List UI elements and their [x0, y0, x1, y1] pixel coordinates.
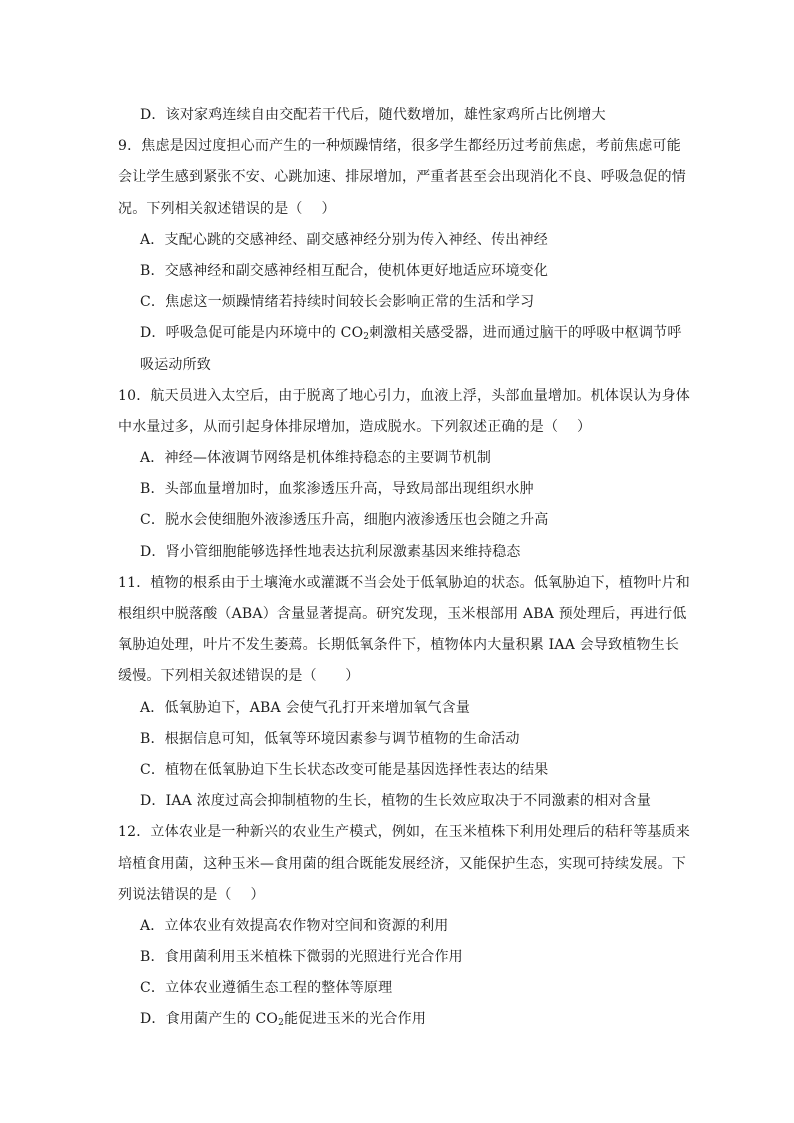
- q12-option-d-subscript: 2: [278, 1018, 285, 1029]
- q12-option-d: [118, 1004, 678, 1035]
- q12-option-a: A．立体农业有效提高农作物对空间和资源的利用: [140, 917, 449, 934]
- q12-stem-line-1: 12．立体农业是一种新兴的农业生产模式，例如，在玉米植株下利用处理后的秸秆等基质来: [118, 824, 691, 841]
- q11-option-c: C．植物在低氧胁迫下生长状态改变可能是基因选择性表达的结果: [140, 761, 549, 778]
- exam-page: [118, 100, 691, 1036]
- q8-option-d: D．该对家鸡连续自由交配若干代后，随代数增加，雄性家鸡所占比例增大: [140, 107, 606, 123]
- q10-option-c: C．脱水会使细胞外液渗透压升高，细胞内液渗透压也会随之升高: [140, 512, 549, 529]
- q10-option-b: B．头部血量增加时，血浆渗透压升高，导致局部出现组织水肿: [140, 481, 534, 498]
- q11-option-b: B．根据信息可知，低氧等环境因素参与调节植物的生命活动: [140, 730, 520, 747]
- q11-stem-line-3: 氧胁迫处理，叶片不发生萎蔫。长期低氧条件下，植物体内大量积累 IAA 会导致植物生长: [118, 637, 680, 654]
- q9-option-d-subscript: 2: [363, 332, 370, 343]
- q9-option-a: A．支配心跳的交感神经、副交感神经分别为传入神经、传出神经: [140, 231, 548, 248]
- q10-stem-line-1: 10．航天员进入太空后，由于脱离了地心引力，血液上浮，头部血量增加。机体误认为身体: [118, 387, 691, 404]
- q9-stem-line-2: 会让学生感到紧张不安、心跳加速、排尿增加，严重者甚至会出现消化不良、呼吸急促的情: [118, 169, 686, 186]
- q9-option-d-post: 刺激相关感受器，进而通过脑干的呼吸中枢调节呼: [369, 325, 682, 342]
- q9-option-d-pre: D．呼吸急促可能是内环境中的 CO: [140, 325, 364, 342]
- q10-option-a: A．神经—体液调节网络是机体维持稳态的主要调节机制: [140, 450, 492, 467]
- q12-option-d-post: 能促进玉米的光合作用: [284, 1011, 427, 1028]
- q9-option-c: C．焦虑这一烦躁情绪若持续时间较长会影响正常的生活和学习: [140, 294, 535, 311]
- q12-stem-line-3: 列说法错误的是（ ）: [118, 886, 265, 903]
- q10-stem-line-2: 中水量过多，从而引起身体排尿增加，造成脱水。下列叙述正确的是（ ）: [118, 418, 592, 435]
- q11-stem-line-1: 11．植物的根系由于土壤淹水或灌溉不当会处于低氧胁迫的状态。低氧胁迫下，植物叶片和: [118, 574, 691, 591]
- q11-option-d: D．IAA 浓度过高会抑制植物的生长，植物的生长效应取决于不同激素的相对含量: [140, 793, 652, 810]
- q12-option-c: C．立体农业遵循生态工程的整体等原理: [140, 980, 393, 997]
- q11-stem-line-4: 缓慢。下列相关叙述错误的是（ ）: [118, 668, 360, 685]
- q11-stem-line-2: 根组织中脱落酸（ABA）含量显著提高。研究发现，玉米根部用 ABA 预处理后，再进行低: [118, 606, 687, 622]
- q9-option-d-continued: 吸运动所致: [140, 356, 211, 373]
- q11-option-a: A．低氧胁迫下，ABA 会使气孔打开来增加氧气含量: [140, 699, 471, 716]
- q9-stem-line-3: 况。下列相关叙述错误的是（ ）: [118, 200, 336, 217]
- q12-stem-line-2: 培植食用菌，这种玉米—食用菌的组合既能发展经济，又能保护生态，实现可持续发展。下: [118, 855, 686, 872]
- q9-option-b: B．交感神经和副交感神经相互配合，使机体更好地适应环境变化: [140, 262, 549, 279]
- q9-option-d: [118, 318, 682, 349]
- q12-option-b: B．食用菌利用玉米植株下微弱的光照进行光合作用: [140, 949, 463, 966]
- q10-option-d: D．肾小管细胞能够选择性地表达抗利尿激素基因来维持稳态: [140, 543, 521, 560]
- q9-stem-line-1: 9．焦虑是因过度担心而产生的一种烦躁情绪，很多学生都经历过考前焦虑，考前焦虑可能: [118, 138, 681, 155]
- q12-option-d-pre: D．食用菌产生的 CO: [140, 1011, 279, 1028]
